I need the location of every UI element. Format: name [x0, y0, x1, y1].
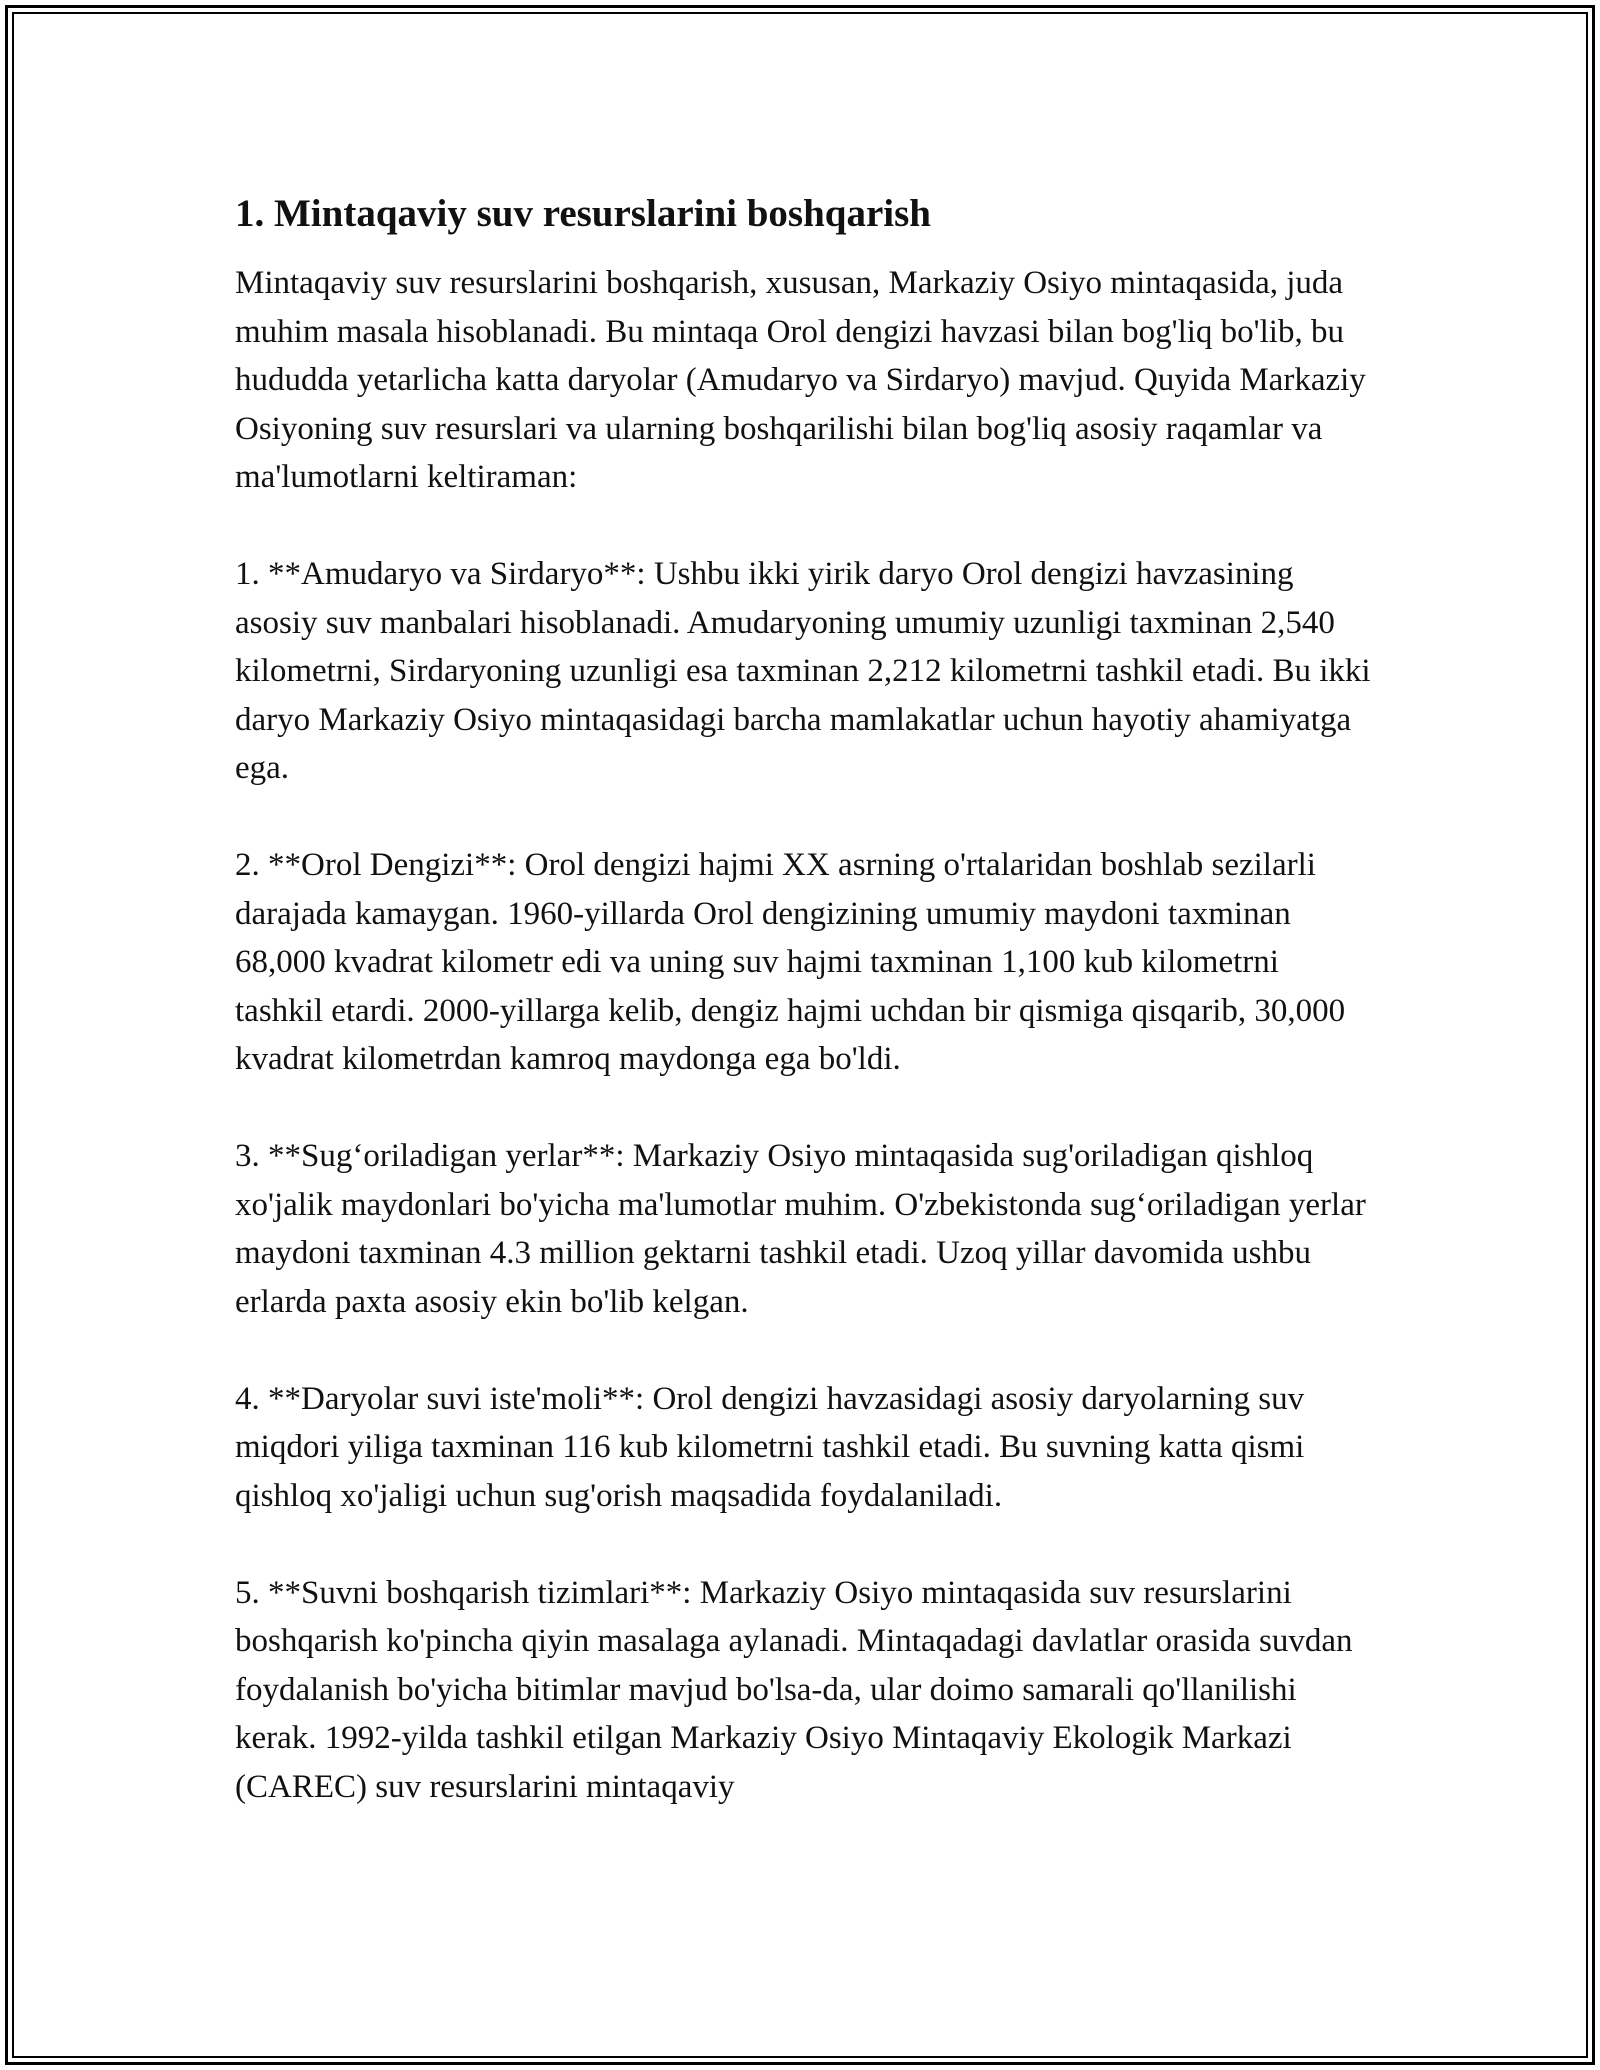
- section-heading: 1. Mintaqaviy suv resurslarini boshqarish: [235, 192, 932, 235]
- document-body: [235, 185, 1375, 1860]
- list-item-daryolar-suvi: 4. **Daryolar suvi iste'moli**: Orol dengizi havzasidagi asosiy daryolarning suv miqdori yiliga taxminan 116 kub kilometrni tashkil etadi. Bu suvning katta qismi qishloq xo'jaligi uchun sug'orish maqsadida foydalaniladi.: [235, 1380, 1305, 1514]
- intro-paragraph: Mintaqaviy suv resurslarini boshqarish, xususan, Markaziy Osiyo mintaqasida, juda muhim masala hisoblanadi. Bu mintaqa Orol dengizi havzasi bilan bog'liq bo'lib, bu hududda yetarlicha katta daryolar (Amudaryo va Sirdaryo) mavjud. Quyida Markaziy Osiyoning suv resurslari va ularning boshqarilishi bilan bog'liq asosiy raqamlar va ma'lumotlarni keltiraman:: [235, 265, 1366, 495]
- list-item-orol-dengizi: 2. **Orol Dengizi**: Orol dengizi hajmi XX asrning o'rtalaridan boshlab sezilarli darajada kamaygan. 1960-yillarda Orol dengizining umumiy maydoni taxminan 68,000 kvadrat kilometr edi va uning suv hajmi taxminan 1,100 kub kilometrni tashkil etardi. 2000-yillarga kelib, dengiz hajmi uchdan bir qismiga qisqarib, 30,000 kvadrat kilometrdan kamroq maydonga ega bo'ldi.: [235, 847, 1346, 1077]
- list-item-suvni-boshqarish: 5. **Suvni boshqarish tizimlari**: Markaziy Osiyo mintaqasida suv resurslarini boshqarish ko'pincha qiyin masalaga aylanadi. Mintaqadagi davlatlar orasida suvdan foydalanish bo'yicha bitimlar mavjud bo'lsa-da, ular doimo samarali qo'llanilishi kerak. 1992-yilda tashkil etilgan Markaziy Osiyo Mintaqaviy Ekologik Markazi (CAREC) suv resurslarini mintaqaviy: [235, 1574, 1353, 1805]
- list-item-sugoriladigan-yerlar: 3. **Sug‘oriladigan yerlar**: Markaziy Osiyo mintaqasida sug'oriladigan qishloq xo'jalik maydonlari bo'yicha ma'lumotlar muhim. O'zbekistonda sug‘oriladigan yerlar maydoni taxminan 4.3 million gektarni tashkil etadi. Uzoq yillar davomida ushbu erlarda paxta asosiy ekin bo'lib kelgan.: [235, 1138, 1366, 1320]
- list-item-amudaryo-sirdaryo: 1. **Amudaryo va Sirdaryo**: Ushbu ikki yirik daryo Orol dengizi havzasining asosiy suv manbalari hisoblanadi. Amudaryoning umumiy uzunligi taxminan 2,540 kilometrni, Sirdaryoning uzunligi esa taxminan 2,212 kilometrni tashkil etadi. Bu ikki daryo Markaziy Osiyo mintaqasidagi barcha mamlakatlar uchun hayotiy ahamiyatga ega.: [235, 556, 1371, 786]
